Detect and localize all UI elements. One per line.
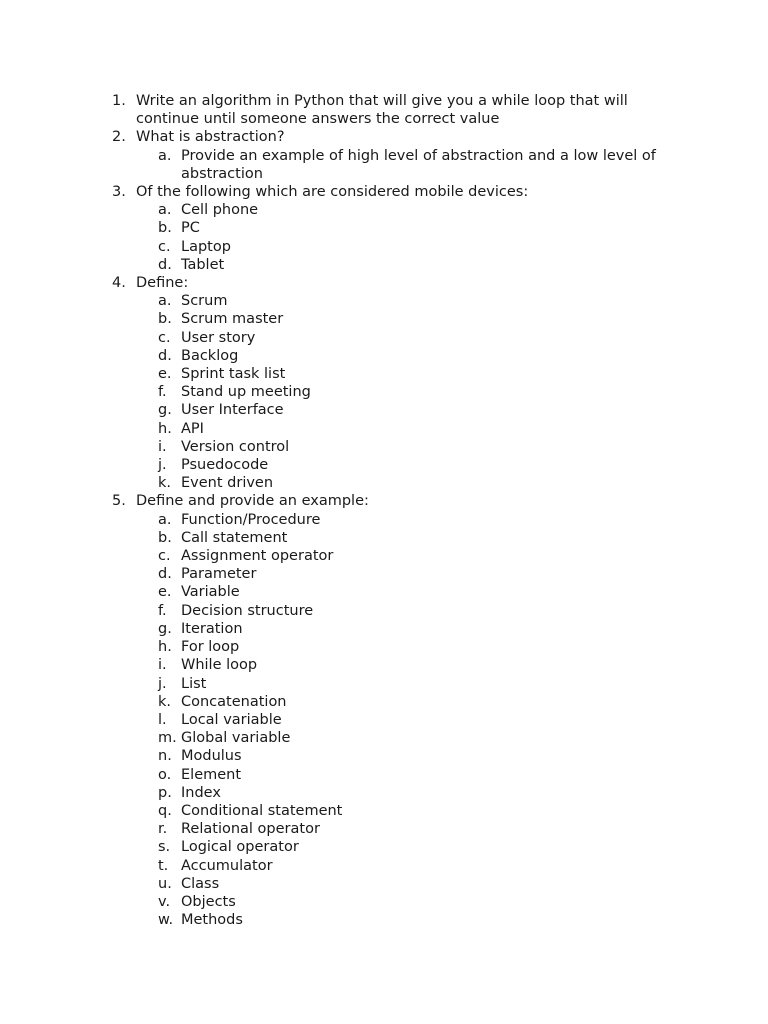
- sub-item: [0, 747, 681, 765]
- sub-item-text: Laptop: [181, 238, 231, 255]
- sub-item-letter: c.: [158, 329, 171, 346]
- sub-item-text: Accumulator: [181, 857, 273, 874]
- sub-item-letter: d.: [158, 347, 172, 364]
- question-text: What is abstraction?: [136, 129, 285, 146]
- sub-item-letter: f.: [158, 384, 167, 401]
- sub-item: [0, 147, 681, 183]
- sub-item: [0, 766, 681, 784]
- sub-item-text: Relational operator: [181, 821, 320, 838]
- sub-item-text: User story: [181, 329, 256, 346]
- sub-item: [0, 893, 681, 911]
- question-number: 4.: [112, 275, 126, 292]
- sub-item: [0, 583, 681, 601]
- sub-item: [0, 365, 681, 383]
- sub-item-letter: h.: [158, 420, 172, 437]
- sub-item-text: Concatenation: [181, 693, 287, 710]
- sub-item-text: Function/Procedure: [181, 511, 321, 528]
- sub-item-text: Backlog: [181, 347, 239, 364]
- sub-item-letter: t.: [158, 857, 169, 874]
- sub-item: [0, 456, 681, 474]
- sub-item: [0, 784, 681, 802]
- sub-item-text: Methods: [181, 912, 243, 929]
- sub-item-text: Local variable: [181, 711, 282, 728]
- question-item: [0, 274, 676, 292]
- question-item: [0, 92, 676, 128]
- sub-item-text: Psuedocode: [181, 457, 269, 474]
- sub-item-text: Tablet: [181, 256, 225, 273]
- question-number: 3.: [112, 184, 126, 201]
- sub-item-letter: r.: [158, 821, 168, 838]
- sub-item-letter: h.: [158, 639, 172, 656]
- sub-item-letter: j.: [158, 675, 167, 692]
- question-number: 1.: [112, 93, 126, 109]
- sub-item-letter: l.: [158, 711, 167, 728]
- sub-item-letter: v.: [158, 893, 171, 910]
- sub-item: [0, 201, 681, 219]
- sub-item-letter: f.: [158, 602, 167, 619]
- sub-item-letter: q.: [158, 802, 172, 819]
- sub-item-letter: k.: [158, 693, 172, 710]
- sub-item-text: Stand up meeting: [181, 384, 311, 401]
- sub-item: [0, 238, 681, 256]
- sub-item-text: Scrum: [181, 293, 228, 310]
- sub-item-text: Scrum master: [181, 311, 284, 328]
- sub-item-letter: d.: [158, 256, 172, 273]
- sub-item-letter: c.: [158, 548, 171, 565]
- sub-item-text: Modulus: [181, 748, 242, 765]
- sub-item: [0, 875, 681, 893]
- sub-item-letter: a.: [158, 202, 172, 219]
- question-list: [0, 92, 768, 929]
- question-number: 5.: [112, 493, 126, 510]
- sub-item-letter: i.: [158, 438, 167, 455]
- sub-item-letter: j.: [158, 457, 167, 474]
- sub-item: [0, 620, 681, 638]
- sub-item-text: Decision structure: [181, 602, 314, 619]
- sub-item-text: Element: [181, 766, 242, 783]
- sub-item-text: Iteration: [181, 620, 243, 637]
- sub-item-letter: p.: [158, 784, 172, 801]
- sub-item: [0, 401, 681, 419]
- sub-item-text: Provide an example of high level of abstraction and a low level of abstraction: [181, 147, 656, 182]
- sub-item: [0, 711, 681, 729]
- sub-item-letter: o.: [158, 766, 172, 783]
- question-text: Of the following which are considered mobile devices:: [136, 184, 529, 201]
- document-page: [0, 92, 768, 929]
- sub-item-letter: d.: [158, 566, 172, 583]
- sub-item-text: Event driven: [181, 475, 274, 492]
- sub-item-text: Call statement: [181, 529, 288, 546]
- sub-item-letter: c.: [158, 238, 171, 255]
- sub-item: [0, 438, 681, 456]
- sub-item-text: While loop: [181, 657, 258, 674]
- sub-item-text: Index: [181, 784, 221, 801]
- sub-item: [0, 219, 681, 237]
- sub-item: [0, 857, 681, 875]
- sub-item-text: PC: [181, 220, 200, 237]
- sub-item: [0, 511, 681, 529]
- sub-item-text: List: [181, 675, 207, 692]
- sub-item: [0, 329, 681, 347]
- sub-item: [0, 474, 681, 492]
- sub-item-letter: i.: [158, 657, 167, 674]
- sub-item-letter: u.: [158, 875, 172, 892]
- sub-item-letter: b.: [158, 529, 172, 546]
- sub-item-text: Sprint task list: [181, 366, 286, 383]
- question-text: Define and provide an example:: [136, 493, 369, 510]
- sub-item-text: Class: [181, 875, 220, 892]
- sub-item-letter: g.: [158, 620, 172, 637]
- sub-item: [0, 802, 681, 820]
- sub-item-text: Objects: [181, 893, 236, 910]
- sub-item: [0, 310, 681, 328]
- sub-item: [0, 383, 681, 401]
- sub-item-letter: e.: [158, 584, 172, 601]
- sub-item-text: Conditional statement: [181, 802, 343, 819]
- sub-item-letter: a.: [158, 293, 172, 310]
- sub-item: [0, 602, 681, 620]
- question-text: Write an algorithm in Python that will give you a while loop that will continue until someone answers the correct value: [136, 93, 628, 128]
- sub-item-letter: w.: [158, 912, 174, 929]
- question-text: Define:: [136, 275, 189, 292]
- sub-item-letter: m.: [158, 730, 177, 747]
- sub-item-letter: g.: [158, 402, 172, 419]
- sub-item: [0, 675, 681, 693]
- sub-item-letter: a.: [158, 147, 172, 164]
- sub-item: [0, 729, 681, 747]
- sub-item-text: Global variable: [181, 730, 291, 747]
- sub-item: [0, 347, 681, 365]
- sub-item-letter: e.: [158, 366, 172, 383]
- question-item: [0, 183, 676, 201]
- sub-item: [0, 656, 681, 674]
- sub-item: [0, 911, 681, 929]
- sub-item-text: API: [181, 420, 204, 437]
- sub-item-text: For loop: [181, 639, 240, 656]
- sub-item-text: User Interface: [181, 402, 284, 419]
- sub-item: [0, 693, 681, 711]
- question-item: [0, 128, 676, 146]
- sub-item-text: Variable: [181, 584, 240, 601]
- sub-item: [0, 820, 681, 838]
- sub-item-letter: n.: [158, 748, 172, 765]
- sub-item: [0, 420, 681, 438]
- sub-item-letter: k.: [158, 475, 172, 492]
- sub-item-letter: s.: [158, 839, 171, 856]
- sub-item: [0, 292, 681, 310]
- sub-item-letter: b.: [158, 220, 172, 237]
- sub-item-text: Logical operator: [181, 839, 299, 856]
- sub-item: [0, 529, 681, 547]
- sub-item: [0, 838, 681, 856]
- sub-item: [0, 256, 681, 274]
- sub-item-text: Cell phone: [181, 202, 259, 219]
- sub-item: [0, 638, 681, 656]
- sub-item-letter: a.: [158, 511, 172, 528]
- sub-item: [0, 565, 681, 583]
- sub-item: [0, 547, 681, 565]
- sub-item-text: Version control: [181, 438, 290, 455]
- sub-item-letter: b.: [158, 311, 172, 328]
- question-item: [0, 492, 676, 510]
- sub-item-text: Parameter: [181, 566, 257, 583]
- sub-item-text: Assignment operator: [181, 548, 334, 565]
- question-number: 2.: [112, 129, 126, 146]
